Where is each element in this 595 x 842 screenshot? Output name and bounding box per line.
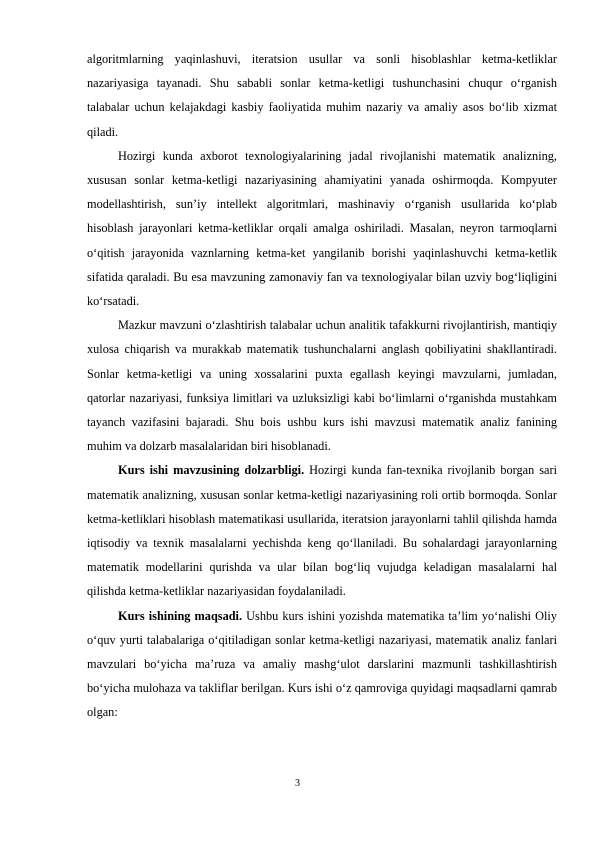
section-heading-relevance: Kurs ishi mavzusining dolzarbligi.: [118, 463, 305, 478]
paragraph-text: Mazkur mavzuni o‘zlashtirish talabalar uchun analitik tafakkurni rivojlantirish, mantiqiy xulosa chiqarish va murakkab matematik tushunchalarni anglash qobiliyatini shakllantiradi. Sonlar ketma-ketligi va uning xossalarini puxta egallash keyingi mavzularni, jumladan, qatorlar nazariyasi, funksiya limitlari va uzluksizligi kabi bo‘limlarni o‘rganishda mustahkam tayanch vazifasini bajaradi. Shu bois ushbu kurs ishi mavzusi matematik analiz fanining muhim va dolzarb masalalaridan biri hisoblanadi.: [87, 318, 557, 454]
paragraph-goal: [87, 604, 557, 725]
paragraph-it-relevance: [87, 144, 557, 313]
paragraph-intro-continuation: [87, 47, 557, 144]
paragraph-text: Hozirgi kunda fan-texnika rivojlanib borgan sari matematik analizning, xususan sonlar ketma-ketligi nazariyasining roli ortib bormoqda. Sonlar ketma-ketliklari hisoblash matematikasi usullarida, iteratsion jarayonlarni tahlil qilishda hamda iqtisodiy va texnik masalalarni yechishda keng qo‘llaniladi. Bu sohalardagi jarayonlarning matematik modellarini qurishda va ular bilan bog‘liq vujudga keladigan masalalarni hal qilishda ketma-ketliklar nazariyasidan foydalaniladi.: [87, 463, 557, 599]
page-number: 3: [295, 778, 300, 789]
section-heading-goal: Kurs ishining maqsadi.: [118, 608, 243, 623]
paragraph-text: Ushbu kurs ishini yozishda matematika ta’lim yo‘nalishi Oliy o‘quv yurti talabalariga o‘qitiladigan sonlar ketma-ketligi nazariyasi, matematik analiz fanlari mavzulari bo‘yicha ma’ruza va amaliy mashg‘ulot darslarini mazmunli tashkillashtirish bo‘yicha mulohaza va takliflar berilgan. Kurs ishi o‘z qamroviga quyidagi maqsadlarni qamrab olgan:: [87, 608, 557, 720]
paragraph-relevance: [87, 458, 557, 603]
paragraph-text: Hozirgi kunda axborot texnologiyalarining jadal rivojlanishi matematik analizning, xususan sonlar ketma-ketligi nazariyasining ahamiyatini yanada oshirmoqda. Kompyuter modellashtirish, sun’iy intellekt algoritmlari, mashinaviy o‘rganish usullarida ko‘plab hisoblash jarayonlari ketma-ketliklar orqali amalga oshiriladi. Masalan, neyron tarmoqlarni o‘qitish jarayonida vaznlarning ketma-ket yangilanib borishi yaqinlashuvchi ketma-ketlik sifatida qaraladi. Bu esa mavzuning zamonaviy fan va texnologiyalar bilan uzviy bog‘liqligini ko‘rsatadi.: [87, 148, 557, 309]
paragraph-learning-value: [87, 313, 557, 458]
paragraph-text: algoritmlarning yaqinlashuvi, iteratsion usullar va sonli hisoblashlar ketma-ketliklar nazariyasiga tayanadi. Shu sababli sonlar ketma-ketligi tushunchasini chuqur o‘rganish talabalar uchun kelajakdagi kasbiy faoliyatida muhim nazariy va amaliy asos bo‘lib xizmat qiladi.: [87, 52, 557, 139]
body-text: [87, 47, 557, 725]
